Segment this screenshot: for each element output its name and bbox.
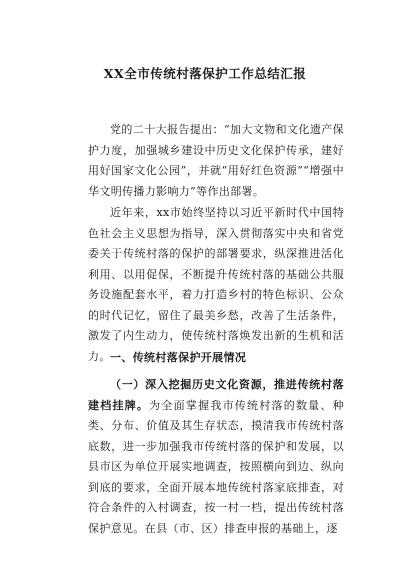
section-heading: 一、传统村落保护开展情况: [110, 351, 247, 364]
subsection-paragraph: [88, 375, 344, 539]
paragraph-recent-years: 近年来，xx市始终坚持以习近平新时代中国特色社会主义思想为指导，深入贯彻落实中央和省党委关于传统村落的保护的部署要求，纵深推进活化利用、以用促保，不断提升传统村落的基础公共服务设施配套水平，着力打造乡村的特色标识、公众的时代记忆，留住了最美乡愁，改善了生活条件，激发了内生动力，使传统村落焕发出新的生机和活力。: [88, 206, 344, 363]
subsection-heading: （一）深入挖掘历史文化资源，推进传统村落建档挂牌。: [88, 378, 344, 412]
paragraph-party-congress: 党的二十大报告提出：“加大文物和文化遗产保护力度，加强城乡建设中历史文化保护传承，建好用好国家文化公园”，并就“用好红色资源”“增强中华文明传播力影响力”等作出部署。: [88, 123, 344, 198]
subsection-body: 为全面掌握我市传统村落的数量、种类、分布、价值及其生存状态，摸清我市传统村落底数，进一步加强我市传统村落的保护和发展，以县市区为单位开展实地调查，按照横向到边、纵向到底的要求，全面开展本地传统村落家底排查，对符合条件的入村调查，按一村一档，提出传统村落保护意见。在县（市、区）排查申报的基础上，逐: [88, 398, 345, 535]
document-title: XX全市传统村落保护工作总结汇报: [103, 66, 307, 81]
